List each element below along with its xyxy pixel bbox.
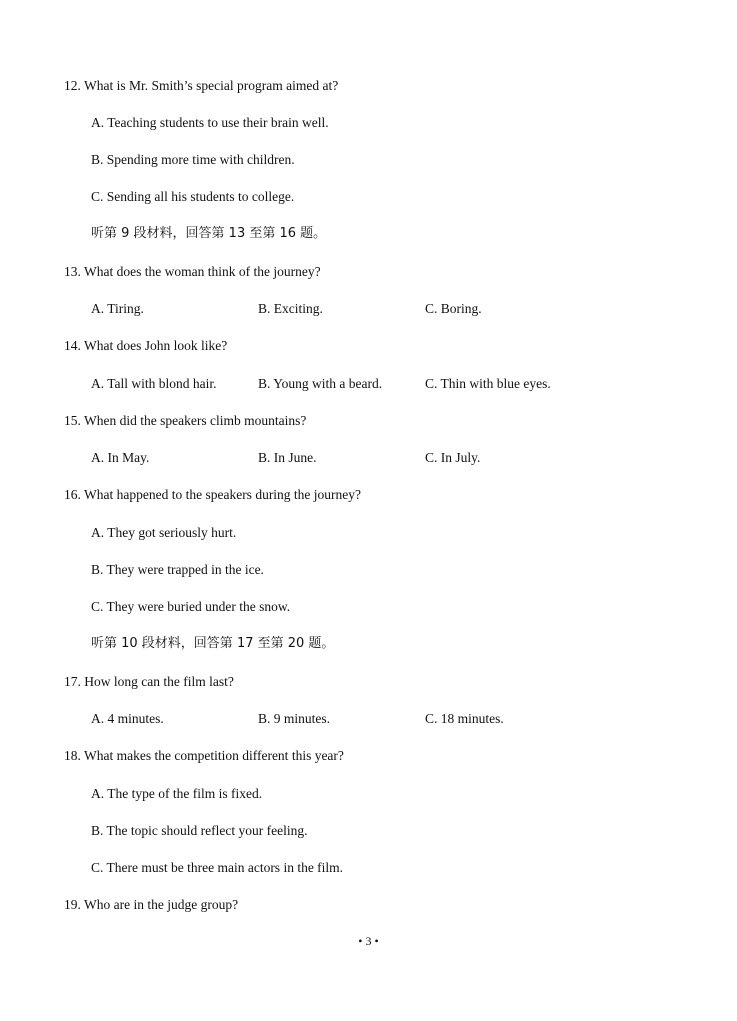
option-c: C. There must be three main actors in the film.: [91, 860, 344, 875]
option-c: C. Thin with blue eyes.: [425, 376, 551, 391]
option-a: A. Teaching students to use their brain well.: [91, 115, 329, 130]
question-text: 14. What does John look like?: [64, 338, 228, 353]
option-c: C. They were buried under the snow.: [91, 599, 291, 614]
option-c: C. Sending all his students to college.: [91, 189, 295, 204]
section-instruction: 听第 9 段材料，回答第 13 至第 16 题。: [91, 226, 327, 241]
option-b: B. They were trapped in the ice.: [91, 562, 264, 577]
option-a: A. The type of the film is fixed.: [91, 786, 263, 801]
option-b: B. In June.: [258, 450, 317, 465]
option-b: B. The topic should reflect your feeling.: [91, 823, 308, 838]
option-c: C. In July.: [425, 450, 481, 465]
option-b: B. Exciting.: [258, 301, 323, 316]
question-text: 13. What does the woman think of the journey?: [64, 264, 321, 279]
option-b: B. Spending more time with children.: [91, 152, 295, 167]
option-a: A. They got seriously hurt.: [91, 525, 237, 540]
option-b: B. 9 minutes.: [258, 711, 331, 726]
question-text: 16. What happened to the speakers during the journey?: [64, 487, 362, 502]
page-number: • 3 •: [358, 934, 379, 948]
option-a: A. Tall with blond hair.: [91, 376, 217, 391]
option-c: C. Boring.: [425, 301, 482, 316]
question-text: 12. What is Mr. Smith’s special program aimed at?: [64, 78, 339, 93]
option-a: A. In May.: [91, 450, 150, 465]
option-c: C. 18 minutes.: [425, 711, 504, 726]
section-instruction: 听第 10 段材料，回答第 17 至第 20 题。: [91, 636, 335, 651]
question-text: 19. Who are in the judge group?: [64, 897, 239, 912]
question-text: 18. What makes the competition different this year?: [64, 748, 344, 763]
option-a: A. Tiring.: [91, 301, 144, 316]
option-b: B. Young with a beard.: [258, 376, 383, 391]
option-a: A. 4 minutes.: [91, 711, 164, 726]
question-text: 17. How long can the film last?: [64, 674, 234, 689]
question-text: 15. When did the speakers climb mountains?: [64, 413, 307, 428]
